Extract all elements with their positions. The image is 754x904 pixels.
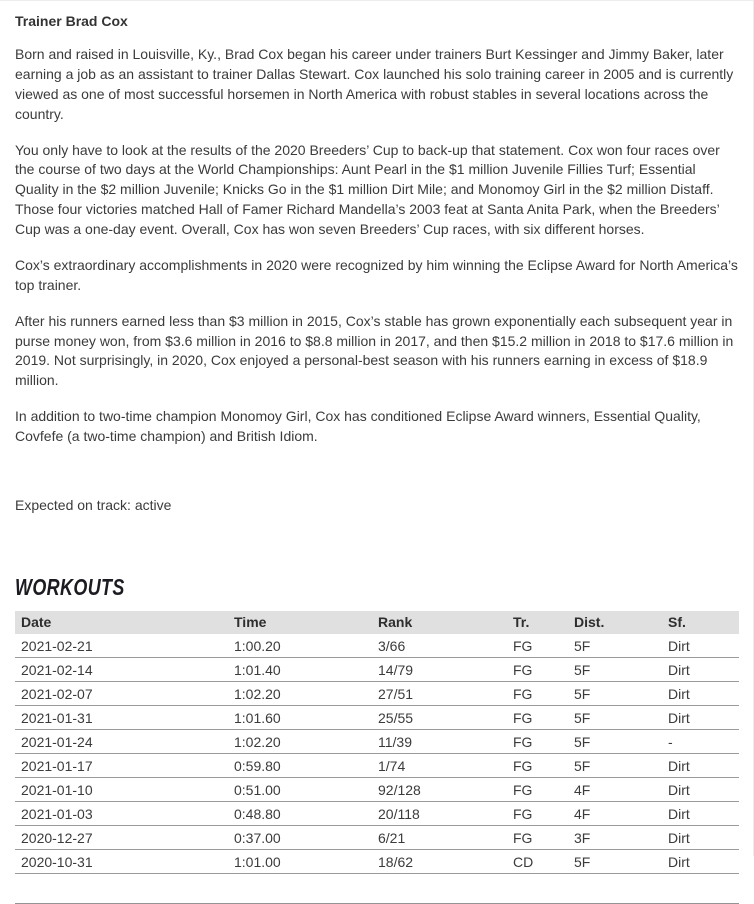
table-cell: Dirt — [662, 802, 739, 826]
bio-paragraphs — [15, 45, 738, 447]
table-cell: 18/62 — [372, 850, 507, 874]
column-header: Date — [15, 611, 228, 634]
table-cell: 27/51 — [372, 682, 507, 706]
table-cell: 5F — [568, 682, 662, 706]
column-header: Sf. — [662, 611, 739, 634]
table-cell: 25/55 — [372, 706, 507, 730]
column-header: Tr. — [507, 611, 568, 634]
table-cell: 1:01.60 — [228, 706, 372, 730]
table-row — [15, 802, 739, 826]
bio-paragraph: In addition to two-time champion Monomoy Girl, Cox has conditioned Eclipse Award winners, Essential Quality, Covfefe (a two-time champion) and British Idiom. — [15, 408, 701, 444]
workouts-heading: WORKOUTS — [15, 573, 125, 600]
table-cell: 3/66 — [372, 634, 507, 658]
table-cell: 2021-02-14 — [15, 658, 228, 682]
table-row — [15, 730, 739, 754]
table-cell: FG — [507, 826, 568, 850]
table-cell: 2020-12-27 — [15, 826, 228, 850]
table-cell: 1/74 — [372, 754, 507, 778]
table-row — [15, 682, 739, 706]
table-cell: FG — [507, 682, 568, 706]
table-cell: 2021-02-21 — [15, 634, 228, 658]
bio-paragraph: Cox’s extraordinary accomplishments in 2020 were recognized by him winning the Eclipse Award for North America’s top trainer. — [15, 256, 738, 293]
table-cell: FG — [507, 658, 568, 682]
table-cell: 2020-10-31 — [15, 850, 228, 874]
table-cell: Dirt — [662, 850, 739, 874]
table-cell: Dirt — [662, 778, 739, 802]
table-cell: Dirt — [662, 826, 739, 850]
table-cell: 5F — [568, 754, 662, 778]
table-row — [15, 706, 739, 730]
table-cell: 2021-01-10 — [15, 778, 228, 802]
table-cell: 3F — [568, 826, 662, 850]
table-cell: 11/39 — [372, 730, 507, 754]
header-row — [15, 611, 739, 634]
workouts-table-body — [15, 634, 739, 874]
table-cell: 5F — [568, 658, 662, 682]
table-cell: FG — [507, 706, 568, 730]
table-cell: 4F — [568, 778, 662, 802]
table-row — [15, 826, 739, 850]
workouts-table — [15, 611, 739, 875]
bio-paragraph: Born and raised in Louisville, Ky., Brad Cox began his career under trainers Burt Kessinger and Jimmy Baker, later earning a job as an assistant to trainer Dallas Stewart. Cox launched his solo training career in 2005 and is currently viewed as one of most successful horsemen in North America with robust stables in several locations across the country. — [15, 46, 734, 122]
table-cell: 20/118 — [372, 802, 507, 826]
table-row — [15, 634, 739, 658]
bio-paragraph: After his runners earned less than $3 million in 2015, Cox’s stable has grown exponentially each subsequent year in purse money won, from $3.6 million in 2016 to $8.8 million in 2017, and then $15.2 million in 2018 to $17.6 million in 2019. Not surprisingly, in 2020, Cox enjoyed a personal-best season with his runners earning in excess of $18.9 million. — [15, 312, 734, 389]
column-header: Rank — [372, 611, 507, 634]
table-row — [15, 778, 739, 802]
bio-paragraph: You only have to look at the results of the 2020 Breeders’ Cup to back-up that statement. Cox won four races over the course of two days at the World Championships: Aunt Pearl in the $1 million Juvenile Fillies Turf; Essential Quality in the $2 million Juvenile; Knicks Go in the $1 million Dirt Mile; and Monomoy Girl in the $2 million Distaff. Those four victories matched Hall of Famer Richard Mandella’s 2003 feat at Santa Anita Park, when the Breeders’ Cup was a one-day event. Overall, Cox has won seven Breeders’ Cup races, with six different horses. — [15, 141, 720, 237]
table-cell: FG — [507, 802, 568, 826]
trainer-profile-page — [0, 1, 753, 904]
table-cell: 6/21 — [372, 826, 507, 850]
column-header: Time — [228, 611, 372, 634]
table-cell: 4F — [568, 802, 662, 826]
table-cell: 2021-01-03 — [15, 802, 228, 826]
table-cell: 5F — [568, 850, 662, 874]
table-cell: 1:01.00 — [228, 850, 372, 874]
table-cell: 0:51.00 — [228, 778, 372, 802]
table-cell: 2021-01-17 — [15, 754, 228, 778]
table-cell: CD — [507, 850, 568, 874]
table-cell: FG — [507, 778, 568, 802]
expected-on-track-status: Expected on track: active — [15, 496, 172, 513]
table-cell: 0:48.80 — [228, 802, 372, 826]
table-cell: 0:37.00 — [228, 826, 372, 850]
table-cell: 1:00.20 — [228, 634, 372, 658]
table-cell: Dirt — [662, 634, 739, 658]
workouts-table-header — [15, 611, 739, 634]
table-cell: 1:02.20 — [228, 682, 372, 706]
table-cell: 1:02.20 — [228, 730, 372, 754]
table-cell: 2021-02-07 — [15, 682, 228, 706]
table-cell: Dirt — [662, 682, 739, 706]
table-cell: 14/79 — [372, 658, 507, 682]
table-cell: Dirt — [662, 706, 739, 730]
table-row — [15, 850, 739, 874]
table-cell: 0:59.80 — [228, 754, 372, 778]
table-cell: Dirt — [662, 754, 739, 778]
table-cell: 5F — [568, 634, 662, 658]
table-cell: FG — [507, 730, 568, 754]
table-cell: 2021-01-24 — [15, 730, 228, 754]
column-header: Dist. — [568, 611, 662, 634]
table-cell: Dirt — [662, 658, 739, 682]
table-row — [15, 754, 739, 778]
table-cell: 5F — [568, 706, 662, 730]
table-cell: - — [662, 730, 739, 754]
page-title: Trainer Brad Cox — [15, 13, 128, 29]
table-cell: FG — [507, 634, 568, 658]
table-cell: 92/128 — [372, 778, 507, 802]
table-cell: 1:01.40 — [228, 658, 372, 682]
table-cell: 5F — [568, 730, 662, 754]
table-cell: FG — [507, 754, 568, 778]
table-cell: 2021-01-31 — [15, 706, 228, 730]
table-row — [15, 658, 739, 682]
